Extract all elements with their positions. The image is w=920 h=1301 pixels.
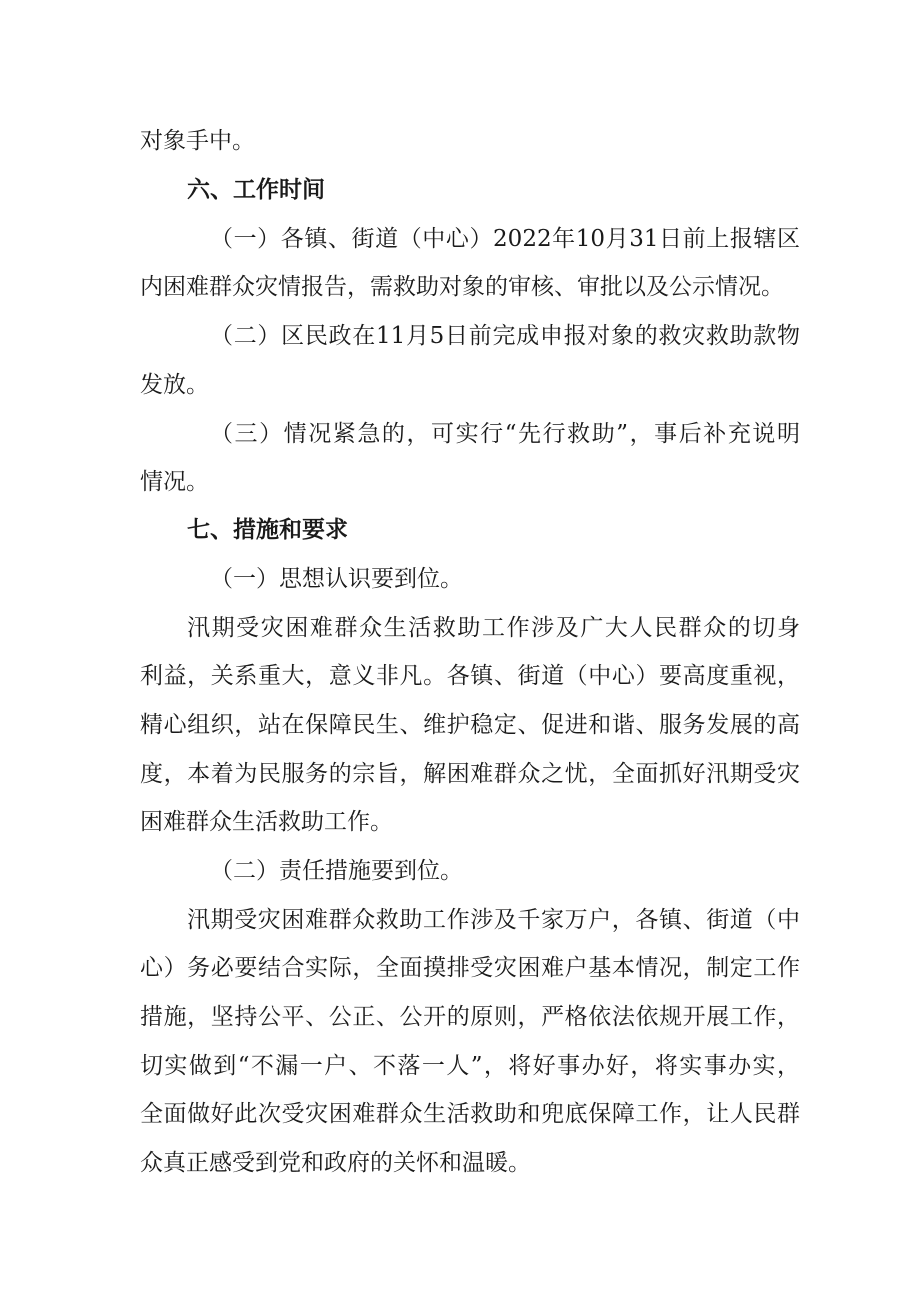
text-line: 汛期受灾困难群众生活救助工作涉及广大人民群众的切身 bbox=[187, 615, 800, 641]
text-line: 对象手中。 bbox=[140, 128, 255, 154]
text-line: 度，本着为民服务的宗旨，解困难群众之忧，全面抓好汛期受灾 bbox=[140, 761, 800, 787]
text-line: 切实做到“不漏一户、不落一人”，将好事办好，将实事办实， bbox=[140, 1053, 800, 1079]
section-heading-seven: 七、措施和要求 bbox=[187, 517, 348, 543]
text-line: 心）务必要结合实际，全面摸排受灾困难户基本情况，制定工作 bbox=[140, 955, 800, 981]
text-line: 精心组织，站在保障民生、维护稳定、促进和谐、服务发展的高 bbox=[140, 712, 800, 738]
subheading: （一）思想认识要到位。 bbox=[210, 566, 463, 592]
text-line: 困难群众生活救助工作。 bbox=[140, 809, 393, 835]
text-line: （二）区民政在11月5日前完成申报对象的救灾救助款物 bbox=[210, 323, 800, 349]
text-line: 发放。 bbox=[140, 372, 209, 398]
text-line: （一）各镇、街道（中心）2022年10月31日前上报辖区 bbox=[210, 226, 800, 252]
text-line: 众真正感受到党和政府的关怀和温暖。 bbox=[140, 1150, 531, 1176]
text-line: 情况。 bbox=[140, 469, 209, 495]
section-heading-six: 六、工作时间 bbox=[187, 177, 325, 203]
text-line: （三）情况紧急的，可实行“先行救助”，事后补充说明 bbox=[210, 421, 800, 447]
text-line: 内困难群众灾情报告，需救助对象的审核、审批以及公示情况。 bbox=[140, 274, 784, 300]
subheading: （二）责任措施要到位。 bbox=[210, 858, 463, 884]
text-line: 措施，坚持公平、公正、公开的原则，严格依法依规开展工作， bbox=[140, 1004, 800, 1030]
text-line: 利益，关系重大，意义非凡。各镇、街道（中心）要高度重视， bbox=[140, 663, 800, 689]
text-line: 汛期受灾困难群众救助工作涉及千家万户，各镇、街道（中 bbox=[187, 907, 800, 933]
text-line: 全面做好此次受灾困难群众生活救助和兜底保障工作，让人民群 bbox=[140, 1101, 800, 1127]
